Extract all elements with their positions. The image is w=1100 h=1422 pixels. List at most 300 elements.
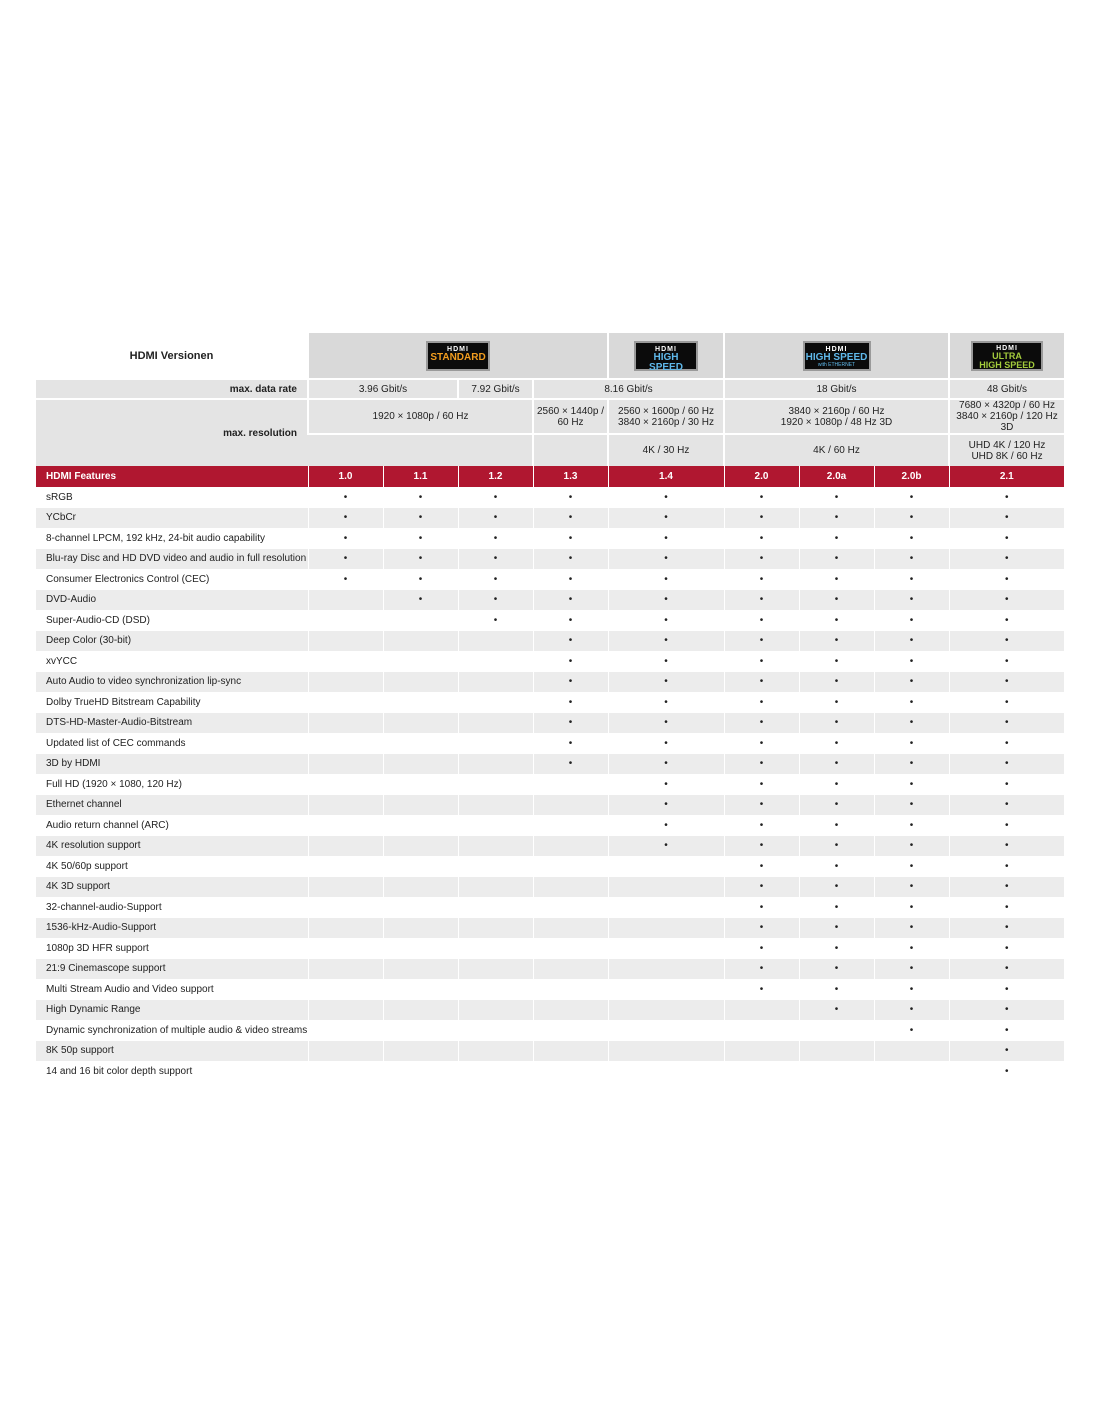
feature-name: Super-Audio-CD (DSD) xyxy=(36,610,308,631)
supported-bullet: • xyxy=(909,983,914,995)
supported-bullet: • xyxy=(759,983,764,995)
supported-bullet: • xyxy=(568,676,573,688)
feature-support-cell xyxy=(533,959,608,980)
hdmi-high-speed-logo: HDMI HIGH SPEED xyxy=(634,341,698,371)
supported-bullet: • xyxy=(568,614,573,626)
feature-support-cell xyxy=(308,713,383,734)
resolution-value: 1920 × 1080p / 60 Hz xyxy=(308,399,533,434)
feature-support-cell xyxy=(874,487,949,508)
feature-name: Multi Stream Audio and Video support xyxy=(36,979,308,1000)
version-header: 1.3 xyxy=(533,466,608,487)
feature-support-cell xyxy=(724,897,799,918)
supported-bullet: • xyxy=(493,553,498,565)
supported-bullet: • xyxy=(343,512,348,524)
hdmi-standard-logo: HDMI STANDARD xyxy=(426,341,490,371)
feature-row xyxy=(36,815,1064,836)
feature-support-cell xyxy=(608,836,724,857)
feature-support-cell xyxy=(383,938,458,959)
feature-support-cell xyxy=(458,836,533,857)
feature-support-cell xyxy=(458,692,533,713)
feature-support-cell xyxy=(533,856,608,877)
feature-support-cell xyxy=(458,1020,533,1041)
feature-support-cell xyxy=(949,733,1064,754)
feature-support-cell xyxy=(383,979,458,1000)
feature-support-cell xyxy=(799,651,874,672)
feature-support-cell xyxy=(724,487,799,508)
supported-bullet: • xyxy=(909,553,914,565)
supported-bullet: • xyxy=(664,717,668,729)
supported-bullet: • xyxy=(1005,553,1009,565)
feature-name: sRGB xyxy=(36,487,308,508)
supported-bullet: • xyxy=(664,676,668,688)
supported-bullet: • xyxy=(909,532,914,544)
supported-bullet: • xyxy=(909,799,914,811)
feature-support-cell xyxy=(383,508,458,529)
feature-support-cell xyxy=(533,733,608,754)
feature-support-cell xyxy=(874,569,949,590)
feature-support-cell xyxy=(383,856,458,877)
feature-support-cell xyxy=(533,815,608,836)
supported-bullet: • xyxy=(493,594,498,606)
feature-row xyxy=(36,733,1064,754)
supported-bullet: • xyxy=(493,532,498,544)
supported-bullet: • xyxy=(909,614,914,626)
feature-row xyxy=(36,918,1064,939)
feature-support-cell xyxy=(608,651,724,672)
data-rate-row xyxy=(36,379,1064,399)
supported-bullet: • xyxy=(759,491,764,503)
feature-support-cell xyxy=(799,528,874,549)
feature-support-cell xyxy=(533,1041,608,1062)
feature-support-cell xyxy=(949,549,1064,570)
supported-bullet: • xyxy=(418,573,423,585)
feature-support-cell xyxy=(533,979,608,1000)
supported-bullet: • xyxy=(909,778,914,790)
feature-support-cell xyxy=(874,590,949,611)
feature-support-cell xyxy=(458,590,533,611)
resolution-value: 3840 × 2160p / 60 Hz 1920 × 1080p / 48 Hz 3D xyxy=(724,399,949,434)
supported-bullet: • xyxy=(568,737,573,749)
supported-bullet: • xyxy=(1005,614,1009,626)
supported-bullet: • xyxy=(834,758,839,770)
feature-support-cell xyxy=(799,979,874,1000)
feature-name: Blu-ray Disc and HD DVD video and audio in full resolution xyxy=(36,549,308,570)
supported-bullet: • xyxy=(759,614,764,626)
feature-support-cell xyxy=(949,959,1064,980)
feature-support-cell xyxy=(724,1000,799,1021)
version-header: 2.0b xyxy=(874,466,949,487)
feature-support-cell xyxy=(458,1041,533,1062)
supported-bullet: • xyxy=(568,696,573,708)
feature-support-cell xyxy=(874,795,949,816)
supported-bullet: • xyxy=(568,635,573,647)
supported-bullet: • xyxy=(568,532,573,544)
feature-support-cell xyxy=(608,1041,724,1062)
feature-support-cell xyxy=(458,528,533,549)
feature-support-cell xyxy=(308,610,383,631)
supported-bullet: • xyxy=(909,655,914,667)
feature-support-cell xyxy=(949,508,1064,529)
supported-bullet: • xyxy=(493,614,498,626)
feature-support-cell xyxy=(458,713,533,734)
feature-support-cell xyxy=(949,1061,1064,1082)
resolution-row xyxy=(36,399,1064,434)
feature-name: 4K resolution support xyxy=(36,836,308,857)
supported-bullet: • xyxy=(664,532,668,544)
feature-support-cell xyxy=(724,774,799,795)
feature-support-cell xyxy=(949,590,1064,611)
feature-support-cell xyxy=(458,918,533,939)
feature-support-cell xyxy=(724,877,799,898)
feature-row xyxy=(36,610,1064,631)
supported-bullet: • xyxy=(568,491,573,503)
feature-support-cell xyxy=(724,959,799,980)
supported-bullet: • xyxy=(568,553,573,565)
feature-support-cell xyxy=(949,856,1064,877)
feature-row xyxy=(36,959,1064,980)
feature-support-cell xyxy=(874,1061,949,1082)
feature-support-cell xyxy=(608,487,724,508)
feature-support-cell xyxy=(308,836,383,857)
feature-name: YCbCr xyxy=(36,508,308,529)
feature-name: Audio return channel (ARC) xyxy=(36,815,308,836)
feature-support-cell xyxy=(874,815,949,836)
feature-support-cell xyxy=(874,938,949,959)
data-rate-label: max. data rate xyxy=(36,379,308,399)
feature-support-cell xyxy=(724,651,799,672)
feature-support-cell xyxy=(799,1000,874,1021)
feature-support-cell xyxy=(608,672,724,693)
feature-name: Consumer Electronics Control (CEC) xyxy=(36,569,308,590)
feature-support-cell xyxy=(383,733,458,754)
feature-support-cell xyxy=(458,487,533,508)
feature-support-cell xyxy=(874,754,949,775)
feature-support-cell xyxy=(308,549,383,570)
feature-support-cell xyxy=(533,938,608,959)
feature-support-cell xyxy=(949,610,1064,631)
feature-row xyxy=(36,672,1064,693)
feature-row xyxy=(36,897,1064,918)
data-rate-value: 18 Gbit/s xyxy=(724,379,949,399)
supported-bullet: • xyxy=(834,1004,839,1016)
feature-support-cell xyxy=(383,815,458,836)
feature-support-cell xyxy=(874,549,949,570)
feature-support-cell xyxy=(383,549,458,570)
feature-support-cell xyxy=(724,610,799,631)
feature-support-cell xyxy=(799,1020,874,1041)
supported-bullet: • xyxy=(664,594,668,606)
feature-support-cell xyxy=(533,795,608,816)
feature-support-cell xyxy=(874,959,949,980)
supported-bullet: • xyxy=(493,573,498,585)
version-header: 2.1 xyxy=(949,466,1064,487)
supported-bullet: • xyxy=(834,922,839,934)
feature-support-cell xyxy=(608,569,724,590)
supported-bullet: • xyxy=(834,532,839,544)
supported-bullet: • xyxy=(834,778,839,790)
feature-row xyxy=(36,1061,1064,1082)
feature-support-cell xyxy=(949,1000,1064,1021)
feature-support-cell xyxy=(308,795,383,816)
supported-bullet: • xyxy=(568,594,573,606)
supported-bullet: • xyxy=(1005,819,1009,831)
supported-bullet: • xyxy=(909,717,914,729)
feature-support-cell xyxy=(308,692,383,713)
feature-support-cell xyxy=(874,631,949,652)
feature-support-cell xyxy=(949,569,1064,590)
supported-bullet: • xyxy=(1005,1004,1009,1016)
feature-support-cell xyxy=(874,713,949,734)
supported-bullet: • xyxy=(418,594,423,606)
supported-bullet: • xyxy=(909,942,914,954)
supported-bullet: • xyxy=(1005,696,1009,708)
feature-support-cell xyxy=(799,610,874,631)
feature-support-cell xyxy=(724,1041,799,1062)
feature-support-cell xyxy=(799,959,874,980)
feature-name: 4K 3D support xyxy=(36,877,308,898)
supported-bullet: • xyxy=(759,963,764,975)
feature-name: 3D by HDMI xyxy=(36,754,308,775)
feature-support-cell xyxy=(608,713,724,734)
feature-support-cell xyxy=(608,959,724,980)
supported-bullet: • xyxy=(664,614,668,626)
feature-support-cell xyxy=(608,938,724,959)
feature-support-cell xyxy=(458,856,533,877)
supported-bullet: • xyxy=(664,799,668,811)
version-header: 1.4 xyxy=(608,466,724,487)
supported-bullet: • xyxy=(909,922,914,934)
feature-support-cell xyxy=(533,754,608,775)
feature-support-cell xyxy=(608,918,724,939)
feature-support-cell xyxy=(533,590,608,611)
feature-support-cell xyxy=(308,590,383,611)
feature-support-cell xyxy=(383,918,458,939)
feature-support-cell xyxy=(458,795,533,816)
feature-support-cell xyxy=(308,651,383,672)
feature-support-cell xyxy=(458,774,533,795)
feature-support-cell xyxy=(383,1000,458,1021)
feature-support-cell xyxy=(383,631,458,652)
feature-support-cell xyxy=(383,774,458,795)
feature-support-cell xyxy=(458,631,533,652)
feature-support-cell xyxy=(608,610,724,631)
feature-support-cell xyxy=(383,795,458,816)
feature-name: Dynamic synchronization of multiple audio & video streams xyxy=(36,1020,308,1041)
feature-support-cell xyxy=(724,528,799,549)
feature-support-cell xyxy=(458,569,533,590)
feature-support-cell xyxy=(533,877,608,898)
features-header: HDMI Features xyxy=(36,466,308,487)
feature-support-cell xyxy=(308,528,383,549)
hdmi-ultra-high-speed-logo: HDMI ULTRA HIGH SPEED xyxy=(971,341,1043,371)
version-header: 2.0a xyxy=(799,466,874,487)
feature-row xyxy=(36,979,1064,1000)
feature-support-cell xyxy=(458,549,533,570)
feature-support-cell xyxy=(799,1041,874,1062)
feature-support-cell xyxy=(383,672,458,693)
feature-row xyxy=(36,1041,1064,1062)
supported-bullet: • xyxy=(1005,840,1009,852)
supported-bullet: • xyxy=(759,778,764,790)
supported-bullet: • xyxy=(909,512,914,524)
feature-support-cell xyxy=(799,938,874,959)
feature-support-cell xyxy=(458,959,533,980)
supported-bullet: • xyxy=(909,1024,914,1036)
feature-support-cell xyxy=(458,938,533,959)
supported-bullet: • xyxy=(834,614,839,626)
feature-support-cell xyxy=(799,733,874,754)
supported-bullet: • xyxy=(343,573,348,585)
feature-support-cell xyxy=(383,1020,458,1041)
feature-support-cell xyxy=(799,815,874,836)
feature-support-cell xyxy=(874,774,949,795)
feature-name: Updated list of CEC commands xyxy=(36,733,308,754)
feature-support-cell xyxy=(308,1041,383,1062)
feature-row xyxy=(36,487,1064,508)
feature-support-cell xyxy=(533,569,608,590)
feature-support-cell xyxy=(458,815,533,836)
feature-name: 8-channel LPCM, 192 kHz, 24-bit audio capability xyxy=(36,528,308,549)
supported-bullet: • xyxy=(834,819,839,831)
supported-bullet: • xyxy=(759,901,764,913)
supported-bullet: • xyxy=(568,717,573,729)
feature-row xyxy=(36,508,1064,529)
supported-bullet: • xyxy=(834,491,839,503)
feature-support-cell xyxy=(799,754,874,775)
supported-bullet: • xyxy=(1005,737,1009,749)
feature-row xyxy=(36,754,1064,775)
supported-bullet: • xyxy=(568,655,573,667)
supported-bullet: • xyxy=(493,491,498,503)
feature-support-cell xyxy=(383,487,458,508)
supported-bullet: • xyxy=(834,963,839,975)
feature-support-cell xyxy=(949,836,1064,857)
supported-bullet: • xyxy=(909,881,914,893)
feature-support-cell xyxy=(533,508,608,529)
supported-bullet: • xyxy=(418,553,423,565)
feature-support-cell xyxy=(724,672,799,693)
feature-row xyxy=(36,856,1064,877)
feature-support-cell xyxy=(383,590,458,611)
feature-support-cell xyxy=(383,836,458,857)
supported-bullet: • xyxy=(1005,881,1009,893)
supported-bullet: • xyxy=(343,491,348,503)
data-rate-value: 3.96 Gbit/s xyxy=(308,379,458,399)
supported-bullet: • xyxy=(759,819,764,831)
feature-support-cell xyxy=(874,1000,949,1021)
supported-bullet: • xyxy=(834,840,839,852)
logo-cell-ultra-high-speed xyxy=(949,333,1064,379)
feature-support-cell xyxy=(608,774,724,795)
feature-support-cell xyxy=(949,651,1064,672)
feature-support-cell xyxy=(724,979,799,1000)
feature-support-cell xyxy=(533,631,608,652)
feature-support-cell xyxy=(874,979,949,1000)
supported-bullet: • xyxy=(343,553,348,565)
feature-support-cell xyxy=(608,528,724,549)
feature-support-cell xyxy=(383,569,458,590)
features-body xyxy=(36,487,1064,1082)
feature-support-cell xyxy=(383,754,458,775)
feature-support-cell xyxy=(949,1041,1064,1062)
feature-support-cell xyxy=(533,918,608,939)
feature-support-cell xyxy=(799,918,874,939)
feature-support-cell xyxy=(949,528,1064,549)
feature-support-cell xyxy=(608,1020,724,1041)
feature-support-cell xyxy=(608,979,724,1000)
feature-row xyxy=(36,938,1064,959)
feature-support-cell xyxy=(608,590,724,611)
feature-support-cell xyxy=(383,1061,458,1082)
supported-bullet: • xyxy=(1005,963,1009,975)
feature-name: 4K 50/60p support xyxy=(36,856,308,877)
feature-row xyxy=(36,651,1064,672)
feature-support-cell xyxy=(949,774,1064,795)
feature-row xyxy=(36,1020,1064,1041)
supported-bullet: • xyxy=(1005,594,1009,606)
feature-support-cell xyxy=(799,1061,874,1082)
feature-support-cell xyxy=(308,774,383,795)
feature-support-cell xyxy=(308,1000,383,1021)
feature-support-cell xyxy=(874,856,949,877)
feature-row xyxy=(36,836,1064,857)
supported-bullet: • xyxy=(834,942,839,954)
supported-bullet: • xyxy=(759,655,764,667)
feature-support-cell xyxy=(949,877,1064,898)
feature-support-cell xyxy=(458,877,533,898)
feature-support-cell xyxy=(799,508,874,529)
supported-bullet: • xyxy=(834,901,839,913)
feature-support-cell xyxy=(533,692,608,713)
feature-support-cell xyxy=(724,815,799,836)
supported-bullet: • xyxy=(1005,512,1009,524)
supported-bullet: • xyxy=(1005,983,1009,995)
supported-bullet: • xyxy=(759,840,764,852)
feature-name: High Dynamic Range xyxy=(36,1000,308,1021)
feature-support-cell xyxy=(874,528,949,549)
version-header: 1.1 xyxy=(383,466,458,487)
feature-support-cell xyxy=(874,836,949,857)
supported-bullet: • xyxy=(759,512,764,524)
feature-support-cell xyxy=(949,1020,1064,1041)
feature-support-cell xyxy=(608,549,724,570)
feature-name: xvYCC xyxy=(36,651,308,672)
resolution-value: 4K / 60 Hz xyxy=(724,434,949,466)
data-rate-value: 7.92 Gbit/s xyxy=(458,379,533,399)
feature-support-cell xyxy=(458,754,533,775)
feature-support-cell xyxy=(533,1020,608,1041)
supported-bullet: • xyxy=(1005,532,1009,544)
feature-row xyxy=(36,774,1064,795)
feature-support-cell xyxy=(608,754,724,775)
feature-support-cell xyxy=(458,897,533,918)
feature-support-cell xyxy=(799,692,874,713)
feature-row xyxy=(36,528,1064,549)
feature-support-cell xyxy=(949,897,1064,918)
supported-bullet: • xyxy=(759,553,764,565)
data-rate-value: 48 Gbit/s xyxy=(949,379,1064,399)
supported-bullet: • xyxy=(664,491,668,503)
feature-support-cell xyxy=(874,918,949,939)
supported-bullet: • xyxy=(1005,655,1009,667)
feature-support-cell xyxy=(874,1041,949,1062)
feature-support-cell xyxy=(949,692,1064,713)
feature-support-cell xyxy=(383,959,458,980)
feature-support-cell xyxy=(608,815,724,836)
feature-support-cell xyxy=(458,672,533,693)
feature-support-cell xyxy=(533,774,608,795)
feature-support-cell xyxy=(458,1000,533,1021)
